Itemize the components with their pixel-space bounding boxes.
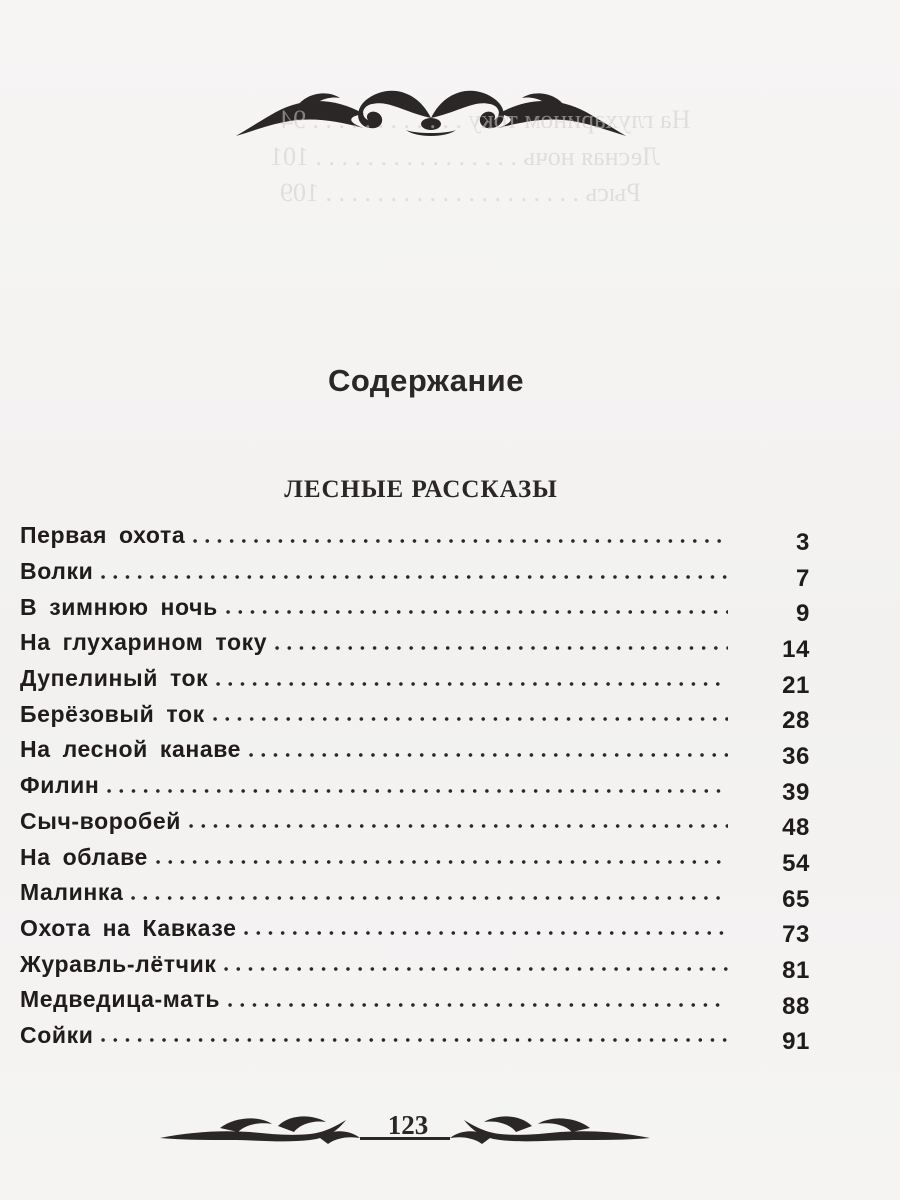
toc-entry-page: 36 [782, 742, 810, 770]
dot-leader [103, 788, 728, 794]
toc-entry [20, 982, 810, 1018]
toc-entry-page: 65 [782, 885, 810, 913]
toc-entry-page: 28 [782, 707, 810, 735]
toc-entry-page: 3 [796, 528, 810, 556]
dot-leader [245, 752, 728, 758]
dot-leader [152, 859, 728, 865]
dot-leader [220, 966, 728, 972]
dot-leader [209, 716, 728, 722]
toc-entry [20, 518, 810, 554]
toc-entry-title: Сойки [20, 1021, 94, 1048]
toc-entry-page: 7 [796, 564, 810, 592]
dot-leader [185, 823, 728, 829]
toc-entry [20, 625, 810, 661]
table-of-contents [20, 518, 810, 1056]
toc-entry-page: 73 [782, 921, 810, 949]
dot-leader [97, 574, 728, 580]
toc-entry-title: Малинка [20, 879, 124, 906]
toc-entry-title: В зимнюю ночь [20, 593, 218, 620]
toc-entry [20, 696, 810, 735]
toc-entry [20, 768, 810, 804]
toc-entry-page: 81 [782, 957, 810, 985]
toc-entry-page: 48 [782, 814, 810, 842]
page-number: 123 [387, 1110, 429, 1140]
toc-entry-title: Филин [20, 772, 100, 799]
toc-entry-page: 54 [782, 850, 810, 878]
dot-leader [212, 681, 728, 687]
toc-entry-title: Охота на Кавказе [20, 914, 237, 941]
toc-entry-title: Волки [20, 558, 94, 585]
toc-entry [20, 911, 810, 947]
toc-entry [20, 804, 810, 840]
bleed-through-text: Рысь . . . . . . . . . . . . . . . . . . . . 109 [280, 178, 641, 207]
dot-leader [240, 930, 728, 936]
toc-entry [20, 661, 810, 697]
toc-entry-page: 91 [782, 1028, 810, 1056]
dot-leader [271, 645, 728, 651]
toc-entry-page: 88 [782, 992, 810, 1020]
toc-entry [20, 732, 810, 768]
toc-entry [20, 839, 810, 878]
dot-leader [189, 538, 728, 544]
toc-entry [20, 875, 810, 911]
bleed-through-text: Лесная ночь . . . . . . . . . . . . . . . . 101 [270, 142, 660, 171]
toc-entry-title: Медведица-мать [20, 986, 221, 1013]
toc-entry-title: Журавль-лётчик [20, 950, 217, 977]
toc-entry-title: На глухарином току [20, 629, 268, 656]
dot-leader [127, 895, 728, 901]
toc-entry [20, 589, 810, 628]
bleed-through-text: На глухарином току . . . . . . . . . . . . 94 [280, 105, 691, 134]
toc-entry-title: На облаве [20, 843, 148, 870]
toc-entry-title: Сыч-воробей [20, 807, 181, 834]
dot-leader [97, 1037, 728, 1043]
toc-entry [20, 1018, 810, 1054]
toc-entry-page: 21 [782, 671, 810, 699]
dot-leader [224, 1002, 728, 1008]
toc-entry-page: 14 [782, 635, 810, 663]
toc-entry-page: 39 [782, 778, 810, 806]
dot-leader [222, 609, 728, 615]
toc-entry [20, 946, 810, 985]
toc-entry-page: 9 [796, 600, 810, 628]
toc-entry [20, 554, 810, 590]
section-title: ЛЕСНЫЕ РАССКАЗЫ [284, 475, 558, 503]
toc-entry-title: На лесной канаве [20, 736, 242, 763]
toc-entry-title: Берёзовый ток [20, 700, 205, 727]
toc-entry-title: Дупелиный ток [20, 665, 209, 692]
page-title: Содержание [328, 362, 524, 398]
toc-entry-title: Первая охота [20, 522, 186, 549]
